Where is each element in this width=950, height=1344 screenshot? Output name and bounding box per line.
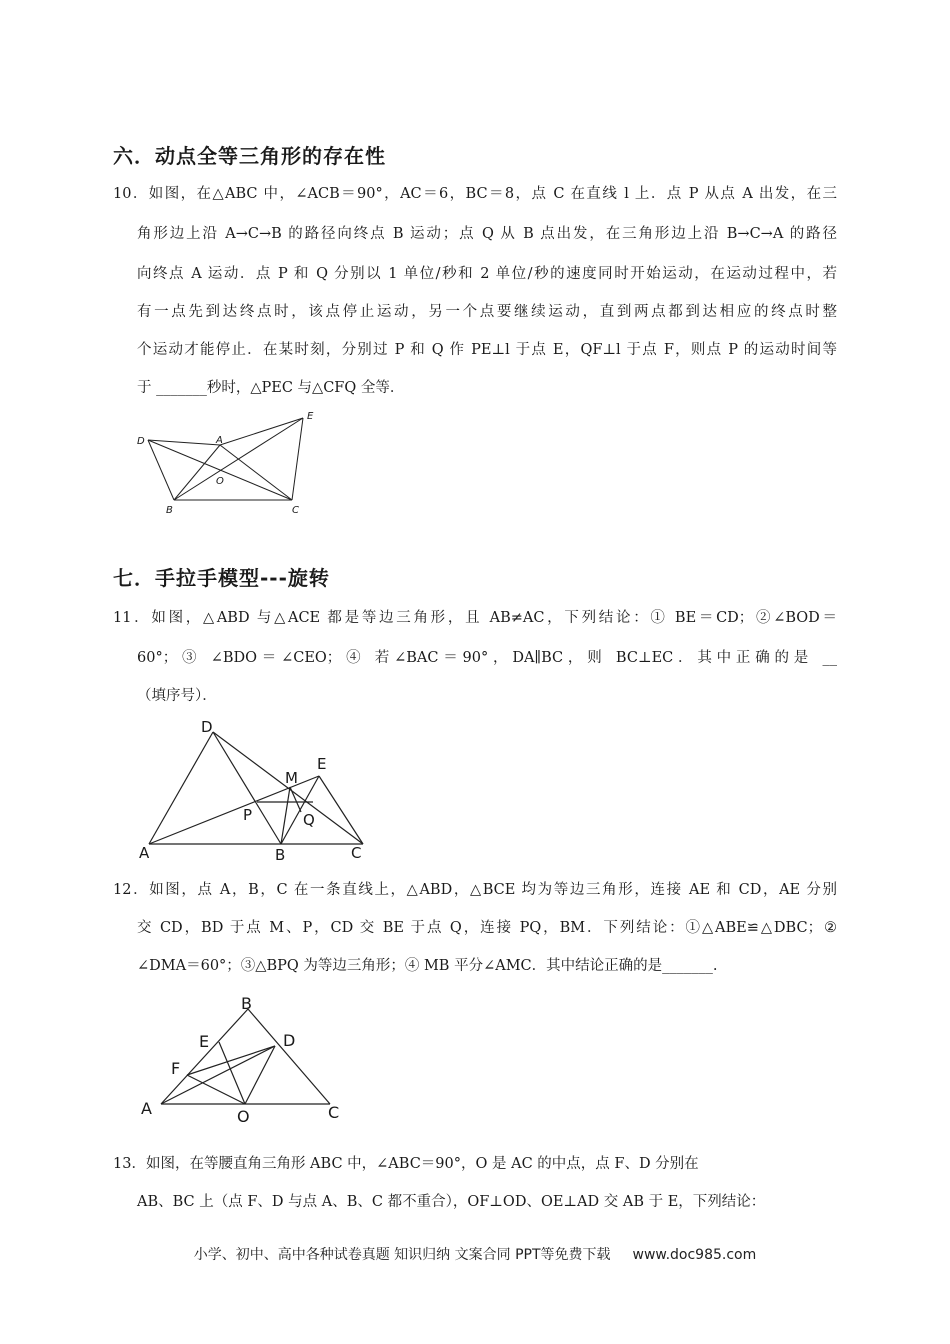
- fig12-label-a: A: [141, 1099, 152, 1118]
- fig11-label-p: P: [243, 806, 253, 824]
- figure-q10: [130, 405, 330, 520]
- fig10-label-a: A: [216, 435, 223, 446]
- fig12-label-e: E: [199, 1032, 210, 1051]
- q10-line-1: 10．如图，在△ABC 中，∠ACB＝90°，AC＝6，BC＝8，点 C 在直线 l 上．点 P 从点 A 出发，在三: [113, 186, 837, 202]
- fig11-label-d: D: [201, 718, 213, 736]
- fig10-label-c: C: [292, 505, 299, 516]
- q11-line-2: 60°；③ ∠BDO＝∠CEO；④ 若∠BAC＝90°，DA∥BC，则 BC⊥EC．其中正确的是 __: [137, 650, 837, 666]
- fig12-label-b: B: [241, 994, 252, 1013]
- page-footer: [0, 1244, 950, 1264]
- fig10-label-o: O: [216, 476, 224, 487]
- section-6-title: 六．动点全等三角形的存在性: [113, 144, 386, 168]
- q10-line-5: 个运动才能停止．在某时刻，分别过 P 和 Q 作 PE⊥l 于点 E，QF⊥l 于点 F，则点 P 的运动时间等: [137, 342, 837, 358]
- q12-line-2: 交 CD，BD 于点 M、P，CD 交 BE 于点 Q，连接 PQ，BM．下列结论：①△ABE≌△DBC；②: [137, 920, 837, 936]
- fig11-label-q: Q: [303, 811, 315, 829]
- q11-line-3: （填序号）．: [137, 688, 217, 704]
- fig12-label-c: C: [328, 1103, 340, 1122]
- fig11-label-a: A: [139, 844, 150, 862]
- q13-line-2: AB、BC 上（点 F、D 与点 A、B、C 都不重合），OF⊥OD、OE⊥AD 交 AB 于 E，下列结论：: [137, 1194, 766, 1210]
- fig10-label-d: D: [137, 436, 145, 447]
- fig11-label-e: E: [317, 755, 327, 773]
- fig12-label-f: F: [171, 1059, 181, 1078]
- q10-line-6: 于 _______秒时，△PEC 与△CFQ 全等．: [137, 380, 405, 396]
- fig10-label-e: E: [307, 411, 314, 422]
- q10-line-2: 角形边上沿 A→C→B 的路径向终点 B 运动；点 Q 从 B 点出发，在三角形边上沿 B→C→A 的路径: [137, 226, 837, 242]
- figure-q11: [135, 712, 375, 862]
- q13-line-1: 13．如图，在等腰直角三角形 ABC 中，∠ABC＝90°，O 是 AC 的中点，点 F、D 分别在: [113, 1156, 699, 1172]
- q10-line-4: 有一点先到达终点时，该点停止运动，另一个点要继续运动，直到两点都到达相应的终点时整: [137, 304, 837, 320]
- q12-line-3: ∠DMA＝60°；③△BPQ 为等边三角形；④ MB 平分∠AMC．其中结论正确的是_______.: [137, 958, 718, 974]
- footer-text: 小学、初中、高中各种试卷真题 知识归纳 文案合同 PPT等免费下载: [193, 1247, 611, 1263]
- fig12-label-o: O: [237, 1107, 250, 1125]
- q11-line-1: 11．如图，△ABD 与△ACE 都是等边三角形，且 AB≠AC，下列结论：① BE＝CD；②∠BOD＝: [113, 610, 837, 626]
- section-7-title: 七．手拉手模型---旋转: [113, 566, 330, 590]
- fig12-label-d: D: [283, 1031, 296, 1050]
- fig11-label-b: B: [275, 846, 286, 862]
- q12-line-1: 12．如图，点 A，B，C 在一条直线上，△ABD，△BCE 均为等边三角形，连接 AE 和 CD，AE 分别: [113, 882, 837, 898]
- fig10-label-b: B: [166, 505, 173, 516]
- fig11-label-m: M: [285, 769, 298, 787]
- figure-q12: [135, 990, 355, 1125]
- q10-line-3: 向终点 A 运动．点 P 和 Q 分别以 1 单位/秒和 2 单位/秒的速度同时开始运动，在运动过程中，若: [137, 266, 837, 282]
- fig11-label-c: C: [351, 844, 362, 862]
- footer-site: www.doc985.com: [632, 1247, 757, 1263]
